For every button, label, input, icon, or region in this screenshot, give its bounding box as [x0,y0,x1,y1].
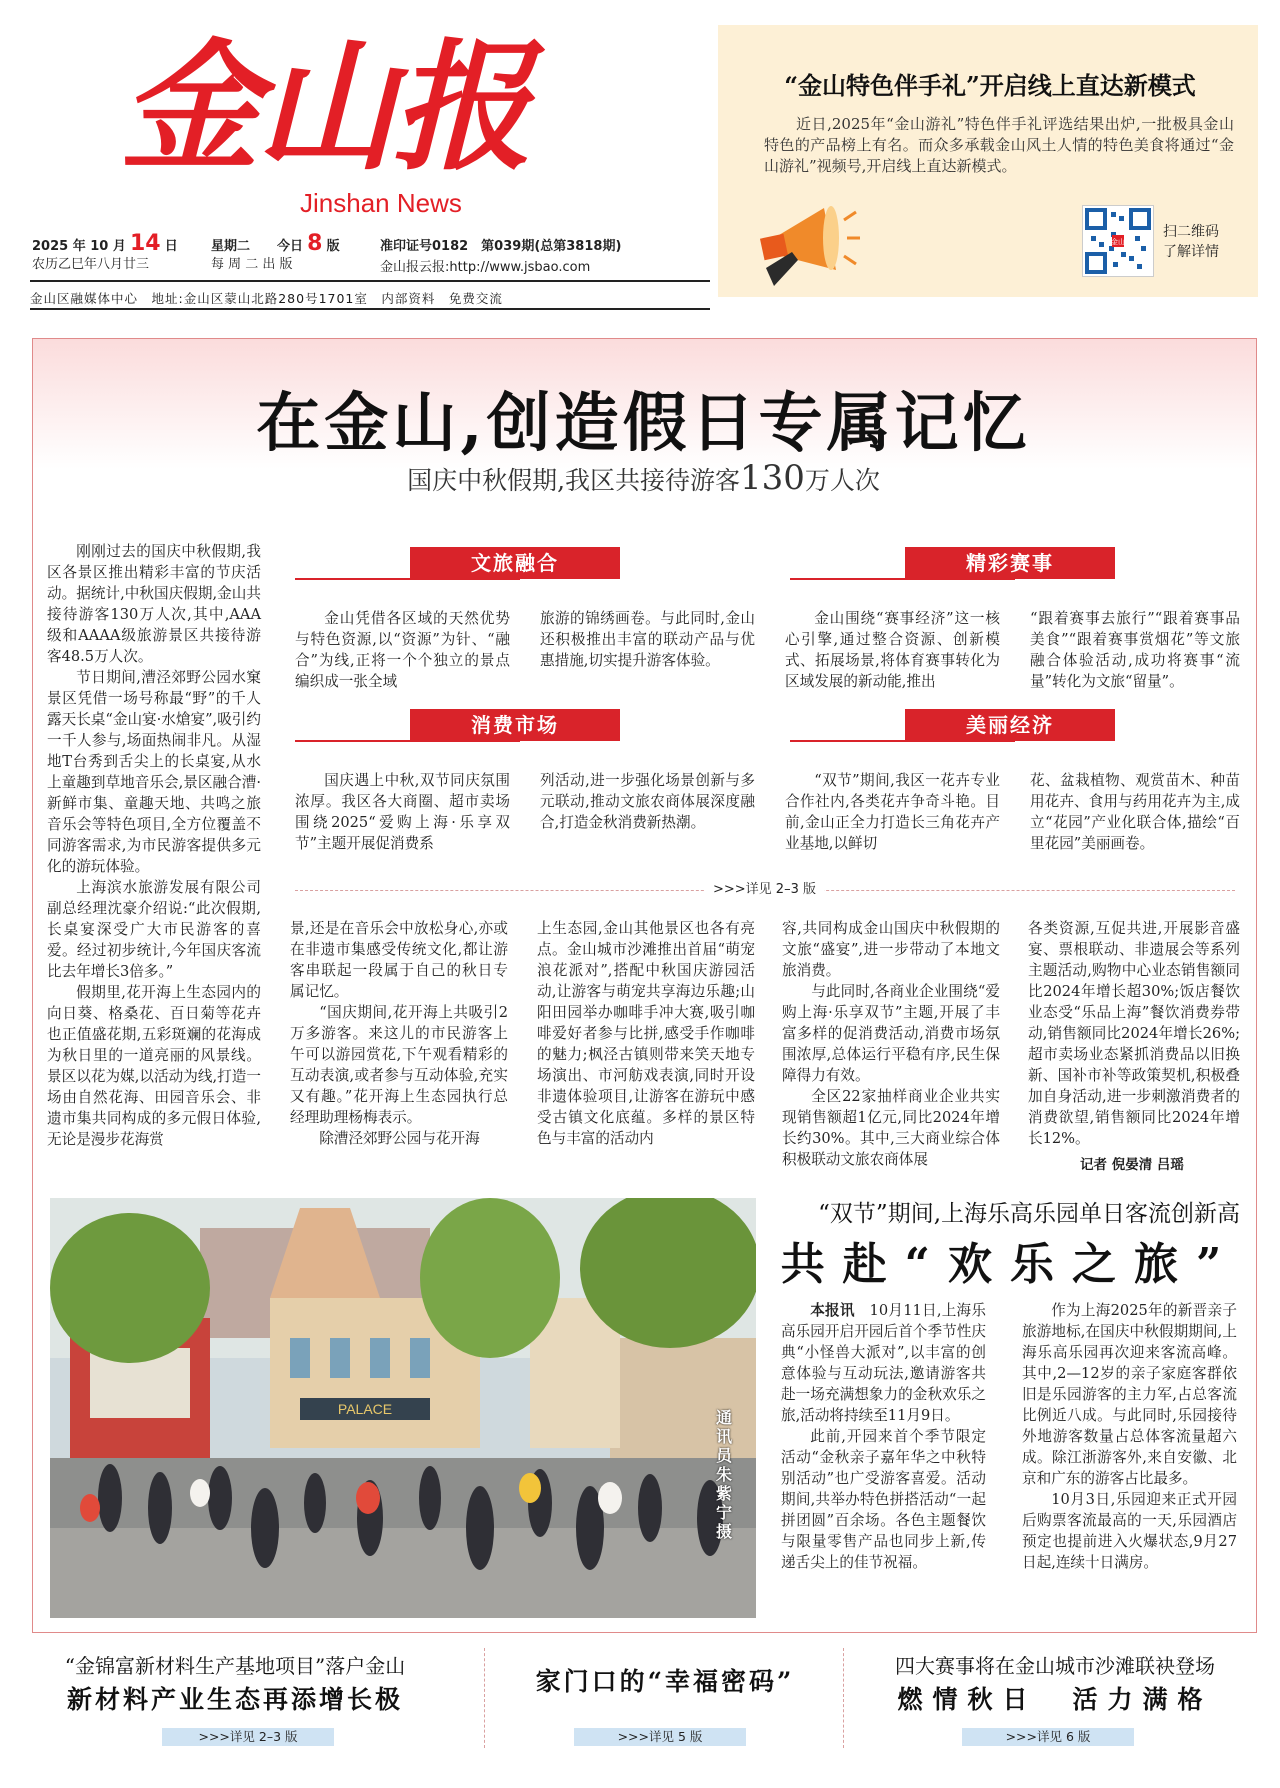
promo-text: 近日,2025年“金山游礼”特色伴手礼评选结果出炉,一批极具金山特色的产品榜上有名。而众多承载金山风土人情的特色美食将通过“金山游礼”视频号,开启线上直达新模式。 [764,115,1234,175]
lead-col-5: 各类资源,互促共进,开展影音盛宴、票根联动、非遗展会等系列主题活动,购物中心业态销售额同比2024年增长超30%;饭店餐饮业态受“乐品上海”餐饮消费券带动,销售额同比2024年增长26%;超市卖场业态紧抓消费品以旧换新、国补市补等政策契机,积极叠加自身活动,进一步刺激消费者的消费欲望,销售额同比2024年增长12%。 [1028,920,1240,1147]
tab-sports-events: 精彩赛事 [905,547,1115,579]
palace-sign: PALACE [337,1401,393,1417]
tab-beauty-economy: 美丽经济 [905,709,1115,741]
lead-col-1 [47,541,261,1150]
beauty-economy-text-a: “双节”期间,我区一花卉专业合作社内,各类花卉争奇斗艳。目前,金山正全力打造长三角花卉产业基地,以鲜切 [785,772,1000,852]
teaser-separator [484,1648,485,1748]
teaser-1-link[interactable]: >>>详见 2–3 版 [162,1728,334,1746]
lead-col-4: 容,共同构成金山国庆中秋假期的文旅“盛宴”,进一步带动了本地文旅消费。 与此同时,各商业企业围绕“爱购上海·乐享双节”主题,开展了丰富多样的促消费活动,消费市场氛围浓厚,总体运行平稳有序,民生保障得力有效。 全区22家抽样商业企业共实现销售额超1亿元,同比2024年增长约30%。其中,三大商业综合体积极联动文旅农商体展 [782,920,1000,1168]
tab-culture-tourism: 文旅融合 [410,547,620,579]
qr-logo: 金山 [1111,238,1125,246]
teaser-3-link[interactable]: >>>详见 6 版 [962,1728,1134,1746]
masthead-english: Jinshan News [300,188,462,218]
culture-tourism-text-a: 金山凭借各区域的天然优势与特色资源,以“资源”为针、“融合”为线,正将一个个独立的景点编织成一张全域 [295,610,510,690]
story-subhead: “双节”期间,上海乐高乐园单日客流创新高 [818,1201,1240,1227]
website[interactable]: 金山报云报:http://www.jsbao.com [380,260,591,275]
lead-detail-link[interactable]: >>>详见 2–3 版 [705,878,824,897]
masthead-rule-bottom [30,308,710,310]
teaser-2-link[interactable]: >>>详见 5 版 [574,1728,746,1746]
story-col-1: 本报讯 10月11日,上海乐高乐园开启开园后首个季节性庆典“小怪兽大派对”,以丰富的创意体验与互动玩法,邀请游客共赴一场充满想象力的金秋欢乐之旅,活动将持续至11月9日。 此前,开园来首个季节限定活动“金秋亲子嘉年华之中秋特别活动”也广受游客喜爱。活动期间,共举办特色拼搭活动“一起拼团圆”百余场。各色主题餐饮与限量零售产品也同步上新,传递舌尖上的佳节祝福。 [781,1302,986,1571]
issue-date: 2025 年 10 月 14 日 [32,231,178,256]
masthead-rule-top [30,280,710,282]
teaser-separator [843,1648,844,1748]
paragraph: 假期里,花开海上生态园内的向日葵、格桑花、百日菊等花卉也正值盛花期,五彩斑斓的花海成为秋日里的一道亮丽的风景线。景区以花为媒,以活动为线,打造一场由自然花海、田园音乐会、非遗市集共同构成的多元假日体验,无论是漫步花海赏 [47,984,261,1148]
tab-consumption-market: 消费市场 [410,709,620,741]
lunar-date: 农历乙巳年八月廿三 [32,257,150,272]
megaphone-icon [752,190,862,290]
beauty-economy-text-b: 花、盆栽植物、观赏苗木、种苗用花卉、食用与药用花卉为主,成立“花园”产业化联合体,描绘“百里花园”美丽画卷。 [1030,772,1240,852]
teaser-1-subhead: “金锦富新材料生产基地项目”落户金山 [64,1654,406,1678]
teaser-2-headline[interactable]: 家门口的“幸福密码” [535,1667,795,1696]
lead-col-3: 上生态园,金山其他景区也各有亮点。金山城市沙滩推出首届“萌宠浪花派对”,搭配中秋国庆游园活动,让游客与萌宠共享海边乐趣;山阳田园举办咖啡手冲大赛,吸引咖啡爱好者参与比拼,感受手作咖啡的魅力;枫泾古镇则带来笑天地专场演出、市河舫戏表演,同时开设非遗体验项目,让游客在游玩中感受古镇文化底蕴。多样的景区特色与丰富的活动内 [537,920,755,1147]
lead-byline: 记者 倪晏清 吕瑶 [1080,1157,1184,1173]
masthead-logo: 金山报 [120,26,529,190]
teaser-3-subhead: 四大赛事将在金山城市沙滩联袂登场 [895,1654,1215,1678]
lead-subhead: 国庆中秋假期,我区共接待游客130万人次 [407,458,880,498]
sports-events-text-b: “跟着赛事去旅行”“跟着赛事品美食”“跟着赛事赏烟花”等文旅融合体验活动,成功将赛事“流量”转化为文旅“留量”。 [1030,610,1240,690]
lead-col-2: 景,还是在音乐会中放松身心,亦或在非遗市集感受传统文化,都让游客串联起一段属于自己的秋日专属记忆。 “国庆期间,花开海上共吸引2万多游客。来这儿的市民游客上午可以游园赏花,下午观看精彩的互动表演,或者参与互动体验,充实又有趣。”花开海上生态园执行总经理助理杨梅表示。 除漕泾郊野公园与花开海 [290,920,508,1147]
teaser-1-headline[interactable]: 新材料产业生态再添增长极 [66,1685,403,1714]
paragraph: 节日期间,漕泾郊野公园水窠景区凭借一场号称最“野”的千人露天长桌“金山宴·水熗宴”,吸引约一千人参与,场面热闹非凡。从湿地T台秀到舌尖上的长桌宴,从水上童趣到草地音乐会,景区融合漕·新鲜市集、童趣天地、共鸣之旅音乐会等特色项目,全方位覆盖不同游客需求,为市民游客提供多元化的游玩体验。 [47,669,261,875]
frequency: 每 周 二 出 版 [211,257,293,272]
permit-number: 准印证号0182 第039期(总第3818期) [380,239,622,254]
page-count: 今日 8 版 [277,231,340,256]
lead-headline: 在金山,创造假日专属记忆 [256,386,1031,461]
photo-caption: 通讯员 朱紫宁 摄 [716,1408,733,1541]
info-bar: 金山区融媒体中心 地址:金山区蒙山北路280号1701室 内部资料 免费交流 [30,291,503,306]
story-col-2: 作为上海2025年的新晋亲子旅游地标,在国庆中秋假期期间,上海乐高乐园再次迎来客流高峰。其中,2—12岁的亲子家庭客群依旧是乐园游客的主力军,占总客流比例近八成。与此同时,乐园接待外地游客数量占总体客流量超六成。除江浙游客外,来自安徽、北京和广东的游客占比最多。 10月3日,乐园迎来正式开园后购票客流最高的一天,乐园酒店预定也提前进入火爆状态,9月27日起,连续十日满房。 [1022,1302,1237,1571]
culture-tourism-text-b: 旅游的锦绣画卷。与此同时,金山还积极推出丰富的联动产品与优惠措施,切实提升游客体验。 [540,610,755,669]
weekday: 星期二 [211,239,251,254]
news-photo [50,1198,756,1618]
consumption-text-a: 国庆遇上中秋,双节同庆氛围浓厚。我区各大商圈、超市卖场围绕2025“爱购上海·乐享双节”主题开展促消费系 [295,772,510,852]
qr-code[interactable] [1082,205,1154,277]
issue-day: 14 [130,231,161,256]
sports-events-text-a: 金山围绕“赛事经济”这一核心引擎,通过整合资源、创新模式、拓展场景,将体育赛事转化为区域发展的新动能,推出 [785,610,1000,690]
paragraph: 上海滨水旅游发展有限公司副总经理沈豪介绍说:“此次假期,长桌宴深受广大市民游客的喜爱。经过初步统计,今年国庆客流比去年增长3倍多。” [47,879,261,980]
consumption-text-b: 列活动,进一步强化场景创新与多元联动,推动文旅农商体展深度融合,打造金秋消费新热潮。 [540,772,755,831]
story-headline: 共赴“欢乐之旅” [780,1239,1240,1290]
qr-hint: 扫二维码 了解详情 [1163,224,1219,260]
promo-title: “金山特色伴手礼”开启线上直达新模式 [784,71,1196,100]
teaser-3-headline[interactable]: 燃情秋日 活力满格 [897,1685,1213,1714]
paragraph: 刚刚过去的国庆中秋假期,我区各景区推出精彩丰富的节庆活动。据统计,中秋国庆假期,金山共接待游客130万人次,其中,AAA级和AAAA级旅游景区共接待游客48.5万人次。 [47,543,261,665]
